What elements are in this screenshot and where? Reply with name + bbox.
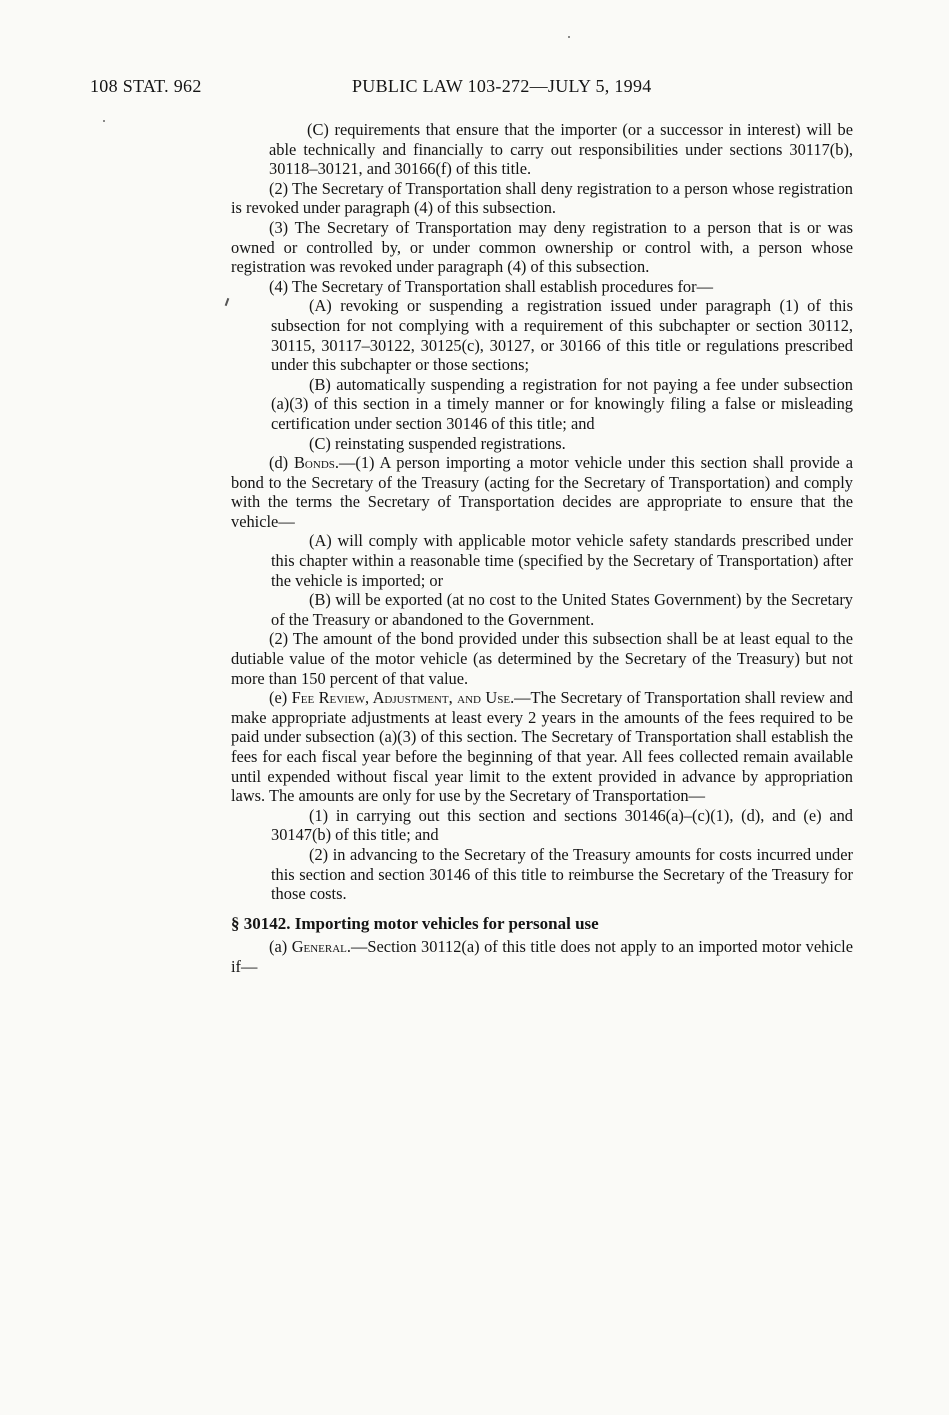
paragraph-c-requirements: (C) requirements that ensure that the importer (or a successor in interest) will be able technically and financially to carry out responsibilities under sections 30117(b), 30118–30121, and 30166(f) of this title. [269, 120, 853, 179]
paragraph-4c: (C) reinstating suspended registrations. [309, 433, 566, 453]
subsection-d-text: .—(1) A person importing a motor vehicle under this section shall provide a bond to the Secretary of the Treasury (acting for the Secretary of Transportation) and comply with the terms the Secretary of Transportation decides are appropriate to ensure that the vehicle— [231, 453, 853, 531]
paragraph-d-a: (A) will comply with applicable motor vehicle safety standards prescribed under this chapter within a reasonable time (specified by the Secretary of Transportation) after the vehicle is imported; or [271, 531, 853, 590]
subsection-d [231, 453, 853, 531]
section-30142-heading: § 30142. Importing motor vehicles for personal use [231, 913, 599, 933]
paragraph-e-2: (2) in advancing to the Secretary of the Treasury amounts for costs incurred under this section and section 30146 of this title to reimburse the Secretary of the Treasury for those costs. [271, 844, 853, 904]
subsection-e [231, 688, 853, 806]
paragraph-d-b: (B) will be exported (at no cost to the United States Government) by the Secretary of the Treasury or abandoned to the Government. [271, 590, 853, 629]
scan-speck [568, 36, 570, 38]
paragraph-d-2: (2) The amount of the bond provided under this subsection shall be at least equal to the dutiable value of the motor vehicle (as determined by the Secretary of the Treasury) but not more than 150 percent of that value. [231, 629, 853, 688]
scan-speck [103, 120, 105, 122]
subsection-a [231, 937, 853, 976]
subsection-e-label: (e) [269, 688, 292, 708]
page-header [90, 76, 850, 100]
subsection-e-heading: Fee Review, Adjustment, and Use [291, 688, 511, 708]
subsection-a-label: (a) [269, 937, 292, 957]
margin-mark [225, 298, 230, 306]
subsection-e-text: .—The Secretary of Transportation shall review and make appropriate adjustments at least every 2 years in the amounts of the fees required to be paid under subsection (a)(3) of this section. The Secretary of Transportation shall establish the fees for each fiscal year before the beginning of that year. All fees collected remain available until expended without fiscal year limit to the extent provided in advance by appropriation laws. The amounts are only for use by the Secretary of Transportation— [231, 688, 853, 806]
paragraph-e-1: (1) in carrying out this section and sections 30146(a)–(c)(1), (d), and (e) and 30147(b) of this title; and [271, 805, 853, 845]
subsection-d-heading: Bonds [294, 453, 335, 473]
paragraph-4a: (A) revoking or suspending a registration issued under paragraph (1) of this subsection for not complying with a requirement of this subchapter or section 30112, 30115, 30117–30122, 30125(c), 30127, or 30166 of this title or regulations prescribed under this subchapter or those sections; [271, 296, 853, 375]
paragraph-3: (3) The Secretary of Transportation may deny registration to a person that is or was owned or controlled by, or under common ownership or control with, a person whose registration was revoked under paragraph (4) of this subsection. [231, 217, 853, 277]
paragraph-2: (2) The Secretary of Transportation shall deny registration to a person whose registration is revoked under paragraph (4) of this subsection. [231, 178, 853, 218]
document-body [231, 120, 853, 977]
paragraph-4: (4) The Secretary of Transportation shall establish procedures for— [269, 276, 713, 296]
paragraph-4b: (B) automatically suspending a registration for not paying a fee under subsection (a)(3) of this section in a timely manner or for knowingly filing a false or misleading certification under section 30146 of this title; and [271, 374, 853, 433]
subsection-a-heading: General [291, 937, 347, 957]
subsection-d-label: (d) [269, 453, 294, 473]
subsection-a-text: .—Section 30112(a) of this title does not apply to an imported motor vehicle if— [231, 937, 854, 976]
stat-reference: 108 STAT. 962 [90, 76, 202, 96]
running-title: PUBLIC LAW 103-272—JULY 5, 1994 [352, 76, 652, 96]
